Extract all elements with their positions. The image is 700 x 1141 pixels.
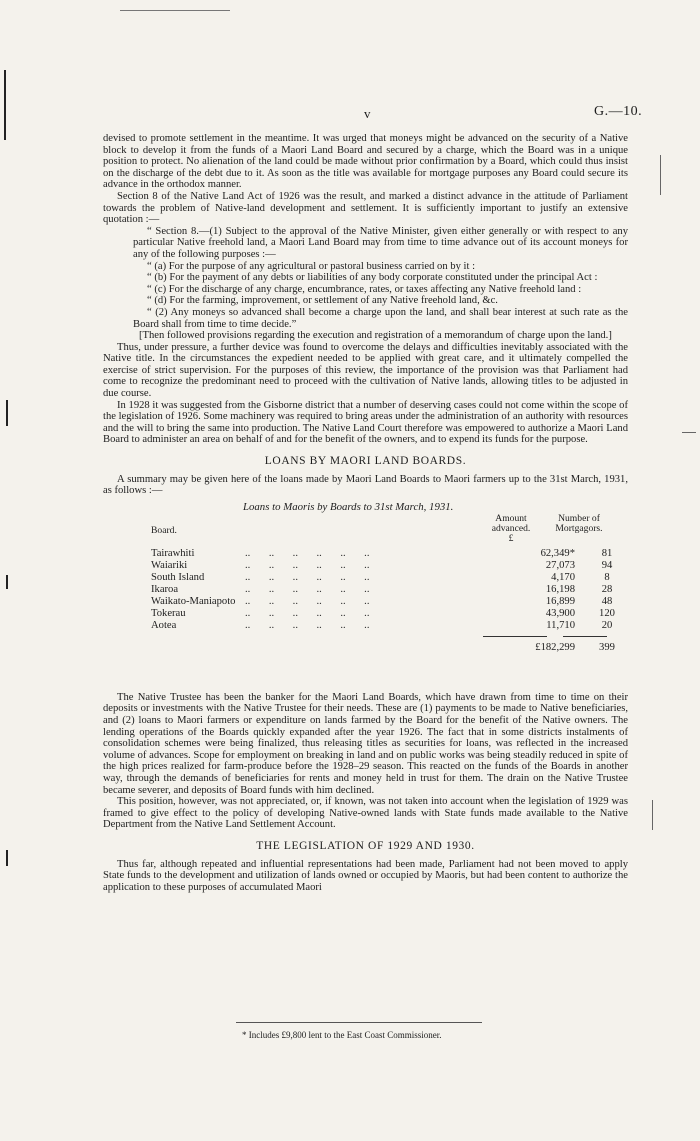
footnote: * Includes £9,800 lent to the East Coast Commissioner. bbox=[242, 1030, 442, 1040]
column-header-mortgagors: Number of Mortgagors. bbox=[555, 512, 603, 534]
page-number-roman: v bbox=[364, 106, 371, 121]
leader-dots: .. .. .. .. .. .. bbox=[245, 571, 370, 583]
paragraph: Thus far, although repeated and influential representations had been made, Parliament had not been moved to apply State funds to the development and utilization of lands owned or occupied by Maoris, but had been content to authorize the application to these purposes of accumulated Maori bbox=[103, 858, 628, 893]
leader-dots: .. .. .. .. .. .. bbox=[245, 607, 370, 619]
table-row bbox=[151, 584, 621, 596]
mortgagors-count: 94 bbox=[601, 559, 613, 571]
total-mortgagors: 399 bbox=[599, 641, 615, 653]
quotation: “ Section 8.—(1) Subject to the approval of the Native Minister, given either generally or with respect to any particular Native freehold land, a Maori Land Board may from time to time advance out of its account moneys for any of the following purposes :— bbox=[133, 225, 628, 260]
board-name: Tairawhiti bbox=[151, 547, 195, 559]
board-name: Aotea bbox=[151, 619, 177, 631]
leader-dots: .. .. .. .. .. .. bbox=[245, 619, 370, 631]
amount-advanced: 27,073 bbox=[545, 559, 575, 571]
scan-mark-left-2 bbox=[6, 400, 8, 426]
scan-mark-right-2 bbox=[682, 432, 696, 433]
quotation-item: “ (b) For the payment of any debts or liabilities of any body corporate constituted under the principal Act : bbox=[147, 272, 598, 284]
paragraph: A summary may be given here of the loans made by Maori Land Boards to Maori farmers up to the 31st March, 1931, as follows :— bbox=[103, 473, 628, 497]
leader-dots: .. .. .. .. .. .. bbox=[245, 583, 370, 595]
total-rule-amount bbox=[483, 636, 547, 637]
amount-advanced: 11,710 bbox=[546, 619, 575, 631]
column-header-amount-label: Amount advanced. bbox=[491, 512, 531, 534]
table-total-row bbox=[151, 642, 621, 654]
board-name: Tokerau bbox=[151, 607, 186, 619]
leader-dots: .. .. .. .. .. .. bbox=[245, 595, 370, 607]
column-header-amount bbox=[485, 514, 537, 544]
paragraph: In 1928 it was suggested from the Gisborne district that a number of deserving cases could not come within the scope of the legislation of 1926. Some machinery was required to bring areas under the administration of an authority with resources and the will to bring the same into production. The Native Land Court therefore was empowered to authorize a Maori Land Board to administer an area on behalf of and for the benefit of the owners, and to expend its funds for the purpose. bbox=[103, 399, 628, 446]
board-name: Waiariki bbox=[151, 559, 188, 571]
table-row bbox=[151, 560, 621, 572]
paragraph: devised to promote settlement in the meantime. It was urged that moneys might be advanced on the security of a Native block to develop it from the funds of a Maori Land Board and secured by a charge, which the Board was in a unique position to protect. No alienation of the land could be made without prior confirmation by a Board, which could thus insist on the discharge of the debt due to it. As soon as the title was available for mortgage purposes any Board could secure its advance in the orthodox manner. bbox=[103, 133, 628, 191]
column-header-board: Board. bbox=[151, 524, 177, 536]
scan-mark-right-1 bbox=[660, 155, 661, 195]
section-heading: LOANS BY MAORI LAND BOARDS. bbox=[264, 455, 467, 468]
quotation: “ (2) Any moneys so advanced shall become a charge upon the land, and shall bear interest at such rate as the Board shall from time to time decide.” bbox=[133, 306, 628, 330]
mortgagors-count: 48 bbox=[601, 595, 613, 607]
paragraph: Thus, under pressure, a further device was found to overcome the delays and difficulties inevitably associated with the Native title. In the circumstances the expedient needed to be applied with great care, and it ultimately compelled the exercise of strict supervision. For the purposes of this review, the importance of the provision was that Parliament had come to recognize the predominant need to proceed with the cultivation of Native lands, allowing titles to be adjusted in due course. bbox=[103, 341, 628, 400]
paragraph: Section 8 of the Native Land Act of 1926 was the result, and marked a distinct advance in the attitude of Parliament towards the problem of Native-land development and settlement. It is sufficiently important to justify an extensive quotation :— bbox=[103, 190, 628, 226]
scan-mark-left-4 bbox=[6, 850, 8, 866]
table-row bbox=[151, 548, 621, 560]
table-row bbox=[151, 596, 621, 608]
total-rule-mortgagors bbox=[563, 636, 607, 637]
body-text bbox=[103, 133, 628, 893]
quotation-item: “ (d) For the farming, improvement, or settlement of any Native freehold land, &c. bbox=[147, 295, 498, 307]
loans-table bbox=[103, 502, 628, 692]
quotation-item: “ (a) For the purpose of any agricultural or pastoral business carried on by it : bbox=[147, 260, 476, 272]
amount-advanced: 16,899 bbox=[545, 595, 575, 607]
quotation-note: [Then followed provisions regarding the execution and registration of a memorandum of charge upon the land.] bbox=[139, 330, 612, 342]
board-name: South Island bbox=[151, 571, 205, 583]
footnote-rule bbox=[236, 1022, 482, 1023]
total-amount: £182,299 bbox=[535, 641, 575, 653]
amount-advanced: 62,349* bbox=[540, 547, 575, 559]
column-header-amount-unit: £ bbox=[508, 532, 514, 544]
board-name: Ikaroa bbox=[151, 583, 179, 595]
section-heading: THE LEGISLATION OF 1929 AND 1930. bbox=[256, 839, 475, 852]
leader-dots: .. .. .. .. .. .. bbox=[245, 547, 370, 559]
scan-mark-left-1 bbox=[4, 70, 6, 140]
mortgagors-count: 8 bbox=[604, 571, 610, 583]
quotation-item: “ (c) For the discharge of any charge, encumbrance, rates, or taxes affecting any Native freehold land : bbox=[147, 283, 582, 295]
amount-advanced: 43,900 bbox=[545, 607, 575, 619]
table-row bbox=[151, 620, 621, 632]
paragraph: The Native Trustee has been the banker for the Maori Land Boards, which have drawn from time to time on their deposits or investments with the Native Trustee for their needs. These are (1) payments to be made to Native beneficiaries, and (2) loans to Maori farmers or expenditure on lands farmed by the Board for the benefit of the Native owners. The lending operations of the Boards quickly expanded after the year 1926. The fact that in some districts instalments of consolidation schemes were being finalized, thus releasing titles as securities for loans, was reflected in the increased volume of advances. Scope for employment on breaking in land and on public works was being steadily reduced in spite of the high prices realized for farm-produce before the 1928–29 season. This reacted on the funds of the Boards in another way, through the demands of beneficiaries for rents and money held in trust for them. The drain on the Native Trustee became severer, and deposits of Board funds with him declined. bbox=[103, 691, 628, 796]
mortgagors-count: 120 bbox=[599, 607, 615, 619]
amount-advanced: 16,198 bbox=[545, 583, 575, 595]
scan-mark-left-3 bbox=[6, 575, 8, 589]
paragraph: This position, however, was not appreciated, or, if known, was not taken into account when the legislation of 1929 was framed to give effect to the policy of developing Native-owned lands with State funds made available to the Native Department from the Native Land Settlement Account. bbox=[103, 796, 628, 831]
mortgagors-count: 20 bbox=[601, 619, 613, 631]
scan-mark-right-3 bbox=[652, 800, 653, 830]
amount-advanced: 4,170 bbox=[551, 571, 575, 583]
board-name: Waikato-Maniapoto bbox=[151, 595, 236, 607]
table-row bbox=[151, 608, 621, 620]
table-row bbox=[151, 572, 621, 584]
leader-dots: .. .. .. .. .. .. bbox=[245, 559, 370, 571]
table-caption: Loans to Maoris by Boards to 31st March, 1931. bbox=[243, 500, 454, 513]
mortgagors-count: 81 bbox=[601, 547, 613, 559]
document-reference: G.—10. bbox=[594, 104, 643, 119]
mortgagors-count: 28 bbox=[601, 583, 613, 595]
scan-mark-top bbox=[120, 10, 230, 11]
